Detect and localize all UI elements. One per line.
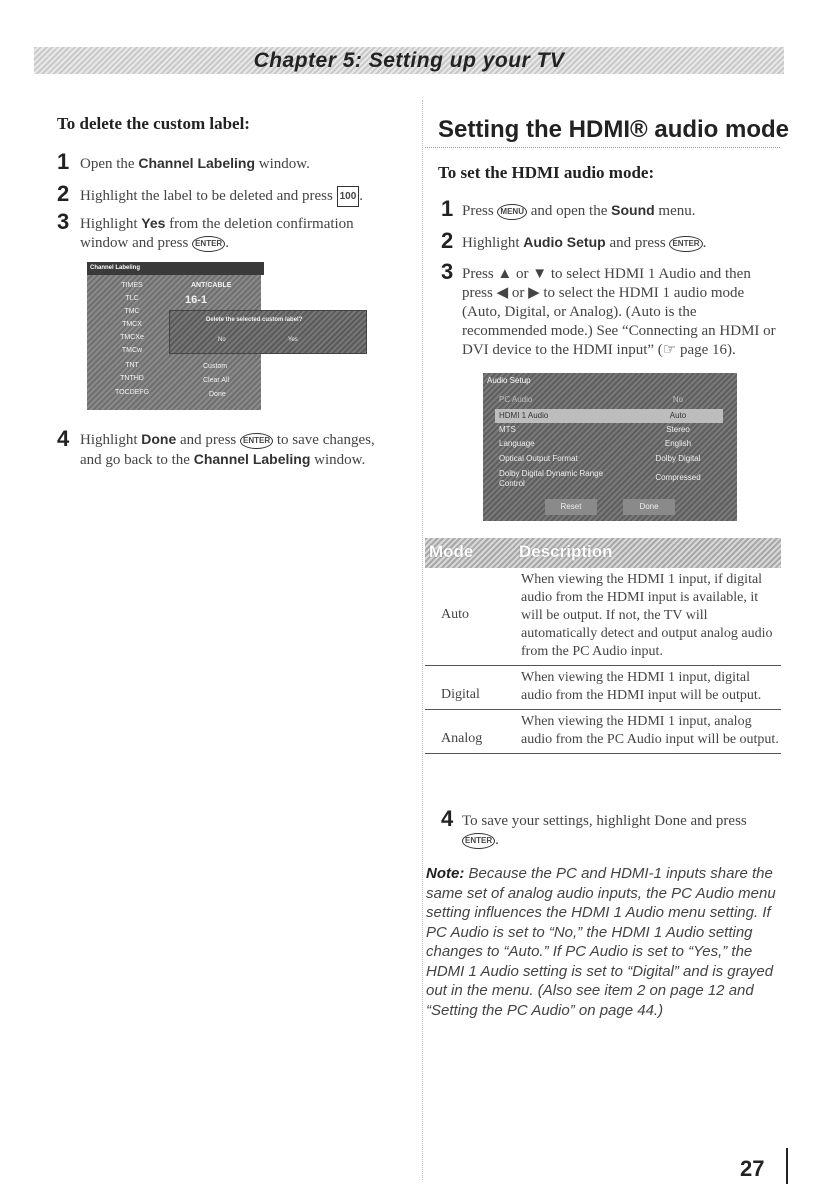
table-row	[425, 666, 781, 710]
menu-row-language: Language English	[499, 439, 692, 448]
step-keyword: Yes	[141, 215, 166, 231]
step-keyword: Channel Labeling	[193, 451, 311, 467]
table-row	[425, 568, 781, 666]
channel-item: TMC	[124, 308, 140, 315]
done-option: Done	[209, 391, 226, 398]
mode-cell: Digital	[441, 687, 480, 702]
channel-item: TNTHD	[120, 375, 144, 382]
chapter-title: Chapter 5: Setting up your TV	[253, 49, 565, 72]
delete-label-subhead: To delete the custom label:	[57, 114, 250, 133]
left-step-3	[80, 214, 380, 253]
step-text: .	[702, 235, 707, 251]
description-cell: When viewing the HDMI 1 input, if digital audio from the HDMI input is available, it will be output. If not, the TV will automatically detect and output analog audio from the PC Audio input.	[521, 572, 773, 659]
left-step-2	[80, 186, 390, 207]
channel-item: TMCw	[121, 347, 143, 354]
description-cell: When viewing the HDMI 1 input, digital audio from the HDMI input will be output.	[521, 670, 762, 703]
clear-all-option: Clear All	[203, 377, 230, 384]
enter-button-icon: ENTER	[462, 833, 495, 849]
right-step-2	[462, 233, 782, 253]
step-text: Open the	[80, 156, 139, 172]
left-step-4	[80, 430, 385, 470]
done-button: Done	[623, 499, 675, 515]
page-number: 27	[740, 1156, 765, 1181]
dialog-no-option: No	[218, 337, 226, 343]
section-heading: Setting the HDMI® audio mode	[438, 116, 790, 143]
right-step-4	[462, 812, 782, 850]
menu-row-drc: Dolby Digital Dynamic Range Control Compressed	[499, 469, 701, 488]
step-text: Highlight	[80, 216, 142, 232]
right-step-3: Press ▲ or ▼ to select HDMI 1 Audio and then press ◀ or ▶ to select the HDMI 1 audio mode (Auto, Digital, or Analog). (Auto is the recommended mode.) See “Connecting an HDMI or DVI device to the HDMI input” (☞ page 16).	[462, 266, 776, 358]
step-text: Highlight	[80, 432, 142, 448]
channel-item: TOCDEFG	[114, 389, 150, 396]
step-number: 2	[441, 228, 454, 253]
step-number: 3	[441, 259, 454, 284]
step-text: window.	[255, 156, 310, 172]
step-number: 3	[57, 209, 70, 234]
screen-title: Audio Setup	[487, 376, 531, 385]
source-label: ANT/CABLE	[191, 282, 232, 289]
step-number: 4	[441, 806, 454, 831]
step-text: .	[359, 187, 364, 204]
step-text: .	[495, 832, 499, 848]
hdmi-mode-table	[425, 538, 781, 754]
channel-item: TNT	[125, 362, 139, 369]
step-text: and open the	[526, 203, 612, 219]
step-number: 2	[57, 181, 70, 206]
left-step-1	[80, 154, 380, 174]
note-paragraph	[426, 864, 776, 1020]
step-text: To save your settings, highlight Done and press	[462, 813, 747, 829]
step-text: and press	[176, 432, 241, 448]
menu-row-hdmi1-audio: HDMI 1 Audio Auto	[495, 409, 723, 423]
dialog-yes-option: Yes	[288, 337, 298, 343]
step-text: Press	[462, 203, 498, 219]
page-number-bar	[786, 1148, 788, 1184]
mode-cell: Auto	[441, 607, 469, 622]
channel-item: TIMES	[121, 282, 143, 289]
channel-number: 16-1	[185, 294, 208, 306]
reset-button: Reset	[545, 499, 597, 515]
step-text: and press	[605, 235, 670, 251]
step-keyword: Sound	[611, 202, 655, 218]
chapter-banner	[34, 47, 784, 74]
delete-confirm-dialog	[169, 310, 367, 354]
100-button-icon: 100	[337, 186, 360, 207]
step-keyword: Done	[141, 431, 177, 447]
step-number: 1	[57, 149, 70, 174]
menu-row-pc-audio: PC Audio No	[499, 395, 684, 404]
channel-item: TMCXe	[120, 334, 144, 341]
step-number: 4	[57, 426, 70, 451]
step-text: window.	[310, 452, 366, 468]
channel-item: TMCX	[122, 321, 142, 328]
step-keyword: Audio Setup	[523, 234, 606, 250]
menu-row-mts: MTS Stereo	[499, 425, 690, 434]
step-text: menu.	[654, 203, 696, 219]
table-row	[425, 710, 781, 754]
column-divider	[422, 100, 423, 1180]
mode-cell: Analog	[441, 731, 483, 746]
step-number: 1	[441, 196, 454, 221]
dialog-text: Delete the selected custom label?	[206, 317, 303, 323]
heading-rule	[425, 147, 780, 148]
custom-option: Custom	[203, 363, 228, 370]
hdmi-subhead: To set the HDMI audio mode:	[438, 163, 655, 182]
channel-item: TLC	[125, 295, 139, 302]
step-text: Highlight	[462, 235, 524, 251]
step-text: .	[225, 235, 229, 251]
right-step-1	[462, 201, 782, 221]
table-header	[425, 538, 781, 568]
step-keyword: Channel Labeling	[138, 155, 256, 171]
enter-button-icon: ENTER	[240, 433, 273, 449]
column-header-description: Description	[519, 542, 613, 561]
enter-button-icon: ENTER	[192, 236, 225, 252]
column-header-mode: Mode	[429, 542, 474, 561]
enter-button-icon: ENTER	[669, 236, 702, 252]
audio-setup-screenshot	[483, 373, 737, 521]
description-cell: When viewing the HDMI 1 input, analog audio from the PC Audio input will be output.	[521, 714, 779, 747]
screen-title: Channel Labeling	[87, 262, 264, 275]
menu-row-optical-output: Optical Output Format Dolby Digital	[499, 454, 701, 463]
menu-button-icon: MENU	[497, 204, 527, 220]
note-text: Because the PC and HDMI-1 inputs share the same set of analog audio inputs, the PC Audio menu setting influences the HDMI 1 Audio menu setting. If PC Audio is set to “No,” the HDMI 1 Audio setting changes to “Auto.” If PC Audio is set to “Yes,” the HDMI 1 Audio setting is set to “Digital” and is grayed out in the menu. (Also see item 2 on page 12 and “Setting the PC Audio” on page 44.)	[426, 865, 776, 1019]
note-label: Note:	[426, 865, 465, 882]
channel-labeling-screenshot	[87, 262, 303, 410]
step-text: to save changes, and go back to the	[80, 432, 375, 468]
step-text: from the deletion confirmation window and press	[80, 216, 354, 251]
step-text: Highlight the label to be deleted and press	[80, 187, 337, 204]
